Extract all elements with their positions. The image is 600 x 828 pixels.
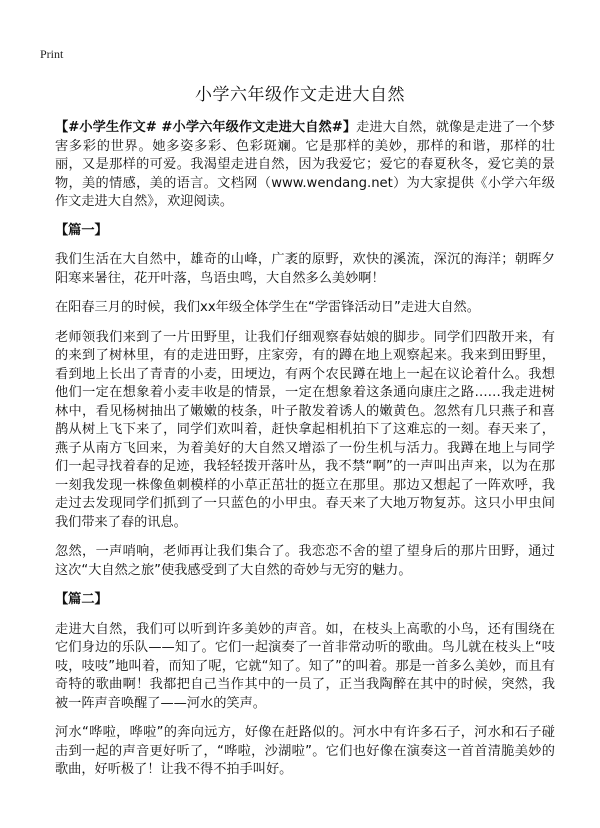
section-1-paragraph-2: 在阳春三月的时候，我们xx年级全体学生在“学雷锋活动日”走进大自然。 xyxy=(55,300,480,315)
section-1-paragraph-1: 我们生活在大自然中，雄奇的山峰，广袤的原野，欢快的溪流，深沉的海洋；朝晖夕阳寒来暑往，花开叶落，鸟语虫鸣，大自然多么美妙啊！ xyxy=(55,252,555,286)
section-heading-1: 【篇一】 xyxy=(55,222,108,238)
section-1-paragraph-3: 老师领我们来到了一片田野里，让我们仔细观察春姑娘的脚步。同学们四散开来，有的来到了树林里，有的走进田野，庄家旁，有的蹲在地上观察起来。我来到田野里，看到地上长出了青青的小麦，田埂边，有两个农民蹲在地上一起在议论着什么。我想他们一定在想象着小麦丰收是的情景，一定在想象着这条通向康庄之路……我走进树林中，看见杨树抽出了嫩嫩的枝条，叶子散发着诱人的嫩黄色。忽然有几只燕子和喜鹊从树上飞下来了，同学们欢叫着，赶快拿起相机拍下了这难忘的一刻。春天来了，燕子从南方飞回来，为着美好的大自然又增添了一份生机与活力。我蹲在地上与同学们一起寻找着春的足迹，我轻轻拨开落叶丛，我不禁“啊”的一声叫出声来，以为在那一刻我发现一株像鱼刺模样的小草正茁壮的挺立在那里。那边又想起了一阵欢呼，我走过去发现同学们抓到了一只蓝色的小甲虫。春天来了大地万物复苏。这只小甲虫间我们带来了春的讯息。 xyxy=(55,329,555,530)
intro-tag: 【#小学生作文# #小学六年级作文走进大自然#】 xyxy=(55,120,357,135)
section-2-paragraph-2: 河水“哗啦，哗啦”的奔向远方，好像在赶路似的。河水中有许多石子，河水和石子碰击到一起的声音更好听了，“哗啦，沙湖啦”。它们也好像在演奏这一首首清脆美妙的歌曲，好听极了！让我不得不拍手叫好。 xyxy=(55,725,555,777)
section-heading-2: 【篇二】 xyxy=(55,592,108,607)
intro-paragraph xyxy=(55,119,555,212)
section-2-paragraph-1: 走进大自然，我们可以听到许多美妙的声音。如，在枝头上高歌的小鸟，还有围绕在它们身边的乐队——知了。它们一起演奏了一首非常动听的歌曲。鸟儿就在枝头上“吱吱，吱吱”地叫着，而知了呢，它就“知了。知了”的叫着。那是一首多么美妙，而且有奇特的歌曲啊！我都把自己当作其中的一员了，正当我陶醉在其中的时候，突然，我被一阵声音唤醒了——河水的笑声。 xyxy=(55,621,555,711)
document-body xyxy=(55,119,555,791)
print-label: Print xyxy=(40,47,64,61)
section-1-paragraph-4: 忽然，一声哨响，老师再让我们集合了。我恋恋不舍的望了望身后的那片田野，通过这次“大自然之旅”使我感受到了大自然的奇妙与无穷的魅力。 xyxy=(55,544,555,578)
document-title: 小学六年级作文走进大自然 xyxy=(195,85,405,105)
intro-text: 走进大自然，就像是走进了一个梦害多彩的世界。她多姿多彩、色彩斑斓。它是那样的美妙，那样的和谐，那样的壮丽，又是那样的可爱。我渴望走进自然，因为我爱它；爱它的春夏秋冬，爱它美的景物，美的情感，美的语言。文档网（www.wendang.net）为大家提供《小学六年级作文走进大自然》，欢迎阅读。 xyxy=(55,120,555,209)
